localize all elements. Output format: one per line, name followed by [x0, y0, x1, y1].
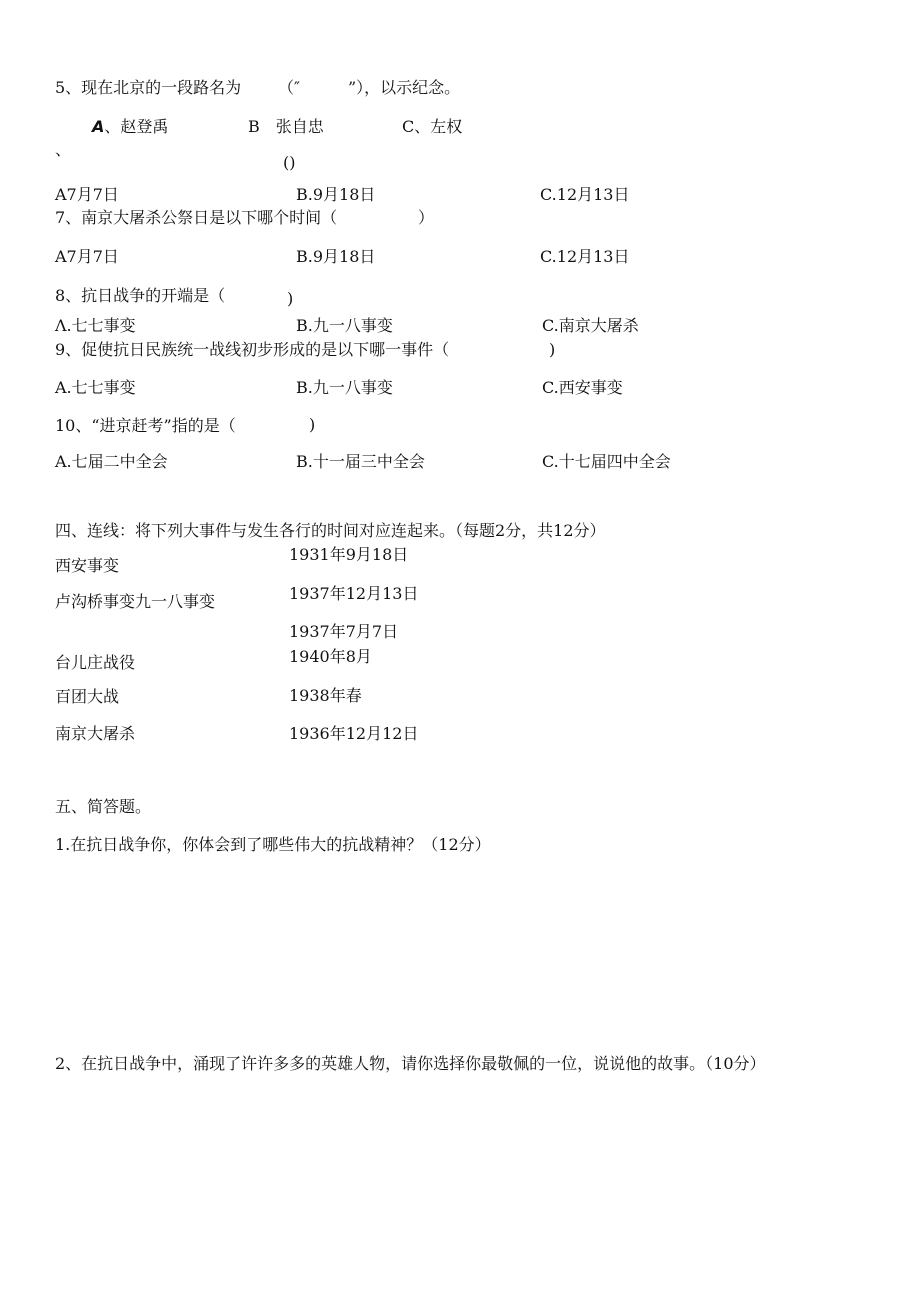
q7-option-b: B.9月18日 — [296, 247, 376, 266]
q10-paren-close: ) — [309, 415, 316, 434]
section4-heading: 四、连线：将下列大事件与发生各行的时间对应连起来。（每题2分，共12分） — [55, 521, 606, 540]
q10-stem: 10、“进京赶考”指的是（ — [55, 416, 236, 435]
q9-paren-close: ) — [549, 340, 556, 359]
q7-paren-close: ） — [418, 208, 435, 227]
q9-option-b: B.九一八事变 — [296, 378, 393, 397]
q6-stray-mark: 、 — [55, 140, 72, 159]
q8-option-a: Λ.七七事变 — [55, 316, 136, 335]
event-item: 卢沟桥事变九一八事变 — [55, 592, 216, 611]
q7-option-a: A7月7日 — [55, 247, 119, 266]
q9-stem: 9、促使抗日民族统一战线初步形成的是以下哪一事件（ — [55, 340, 450, 359]
q8-stem: 8、抗日战争的开端是（ — [55, 286, 226, 305]
date-item: 1931年9月18日 — [289, 545, 409, 564]
q5-option-b: B 张自忠 — [248, 117, 324, 136]
date-item: 1938年春 — [289, 686, 362, 705]
date-item: 1936年12月12日 — [289, 724, 419, 743]
q7-option-c: C.12月13日 — [540, 247, 630, 266]
q9-option-c: C.西安事变 — [542, 378, 623, 397]
q8-option-b: B.九一八事变 — [296, 316, 393, 335]
q5-option-c: C、左权 — [402, 117, 463, 136]
q5-option-a — [92, 117, 168, 137]
q10-option-b: B.十一届三中全会 — [296, 452, 425, 471]
q5-blank: （″ ”），以示纪念。 — [278, 78, 461, 97]
q5-option-a-text: 、赵登禹 — [104, 117, 169, 136]
q6-paren: () — [283, 153, 296, 172]
event-item: 台儿庄战役 — [55, 653, 136, 672]
event-item: 南京大屠杀 — [55, 724, 136, 743]
section5-question-2: 2、在抗日战争中，涌现了许许多多的英雄人物，请你选择你最敬佩的一位，说说他的故事。（10分） — [55, 1054, 766, 1073]
event-item: 西安事变 — [55, 556, 120, 575]
q6-option-c: C.12月13日 — [540, 185, 630, 204]
q6-option-b: B.9月18日 — [296, 185, 376, 204]
date-item: 1940年8月 — [289, 647, 372, 666]
q10-option-a: A.七届二中全会 — [55, 452, 168, 471]
section5-question-1: 1.在抗日战争你，你体会到了哪些伟大的抗战精神？（12分） — [55, 835, 491, 854]
date-item: 1937年7月7日 — [289, 622, 399, 641]
section5-heading: 五、简答题。 — [55, 797, 152, 816]
q5-stem: 5、现在北京的一段路名为 — [55, 78, 242, 97]
event-item: 百团大战 — [55, 687, 120, 706]
q8-option-c: C.南京大屠杀 — [542, 316, 639, 335]
q10-option-c: C.十七届四中全会 — [542, 452, 671, 471]
q6-option-a: A7月7日 — [55, 185, 119, 204]
q9-option-a: A.七七事变 — [55, 378, 136, 397]
date-item: 1937年12月13日 — [289, 584, 419, 603]
q7-stem: 7、南京大屠杀公祭日是以下哪个时间（ — [55, 208, 338, 227]
q5-option-a-letter: A — [92, 117, 105, 136]
q8-paren-close: ) — [287, 289, 294, 308]
